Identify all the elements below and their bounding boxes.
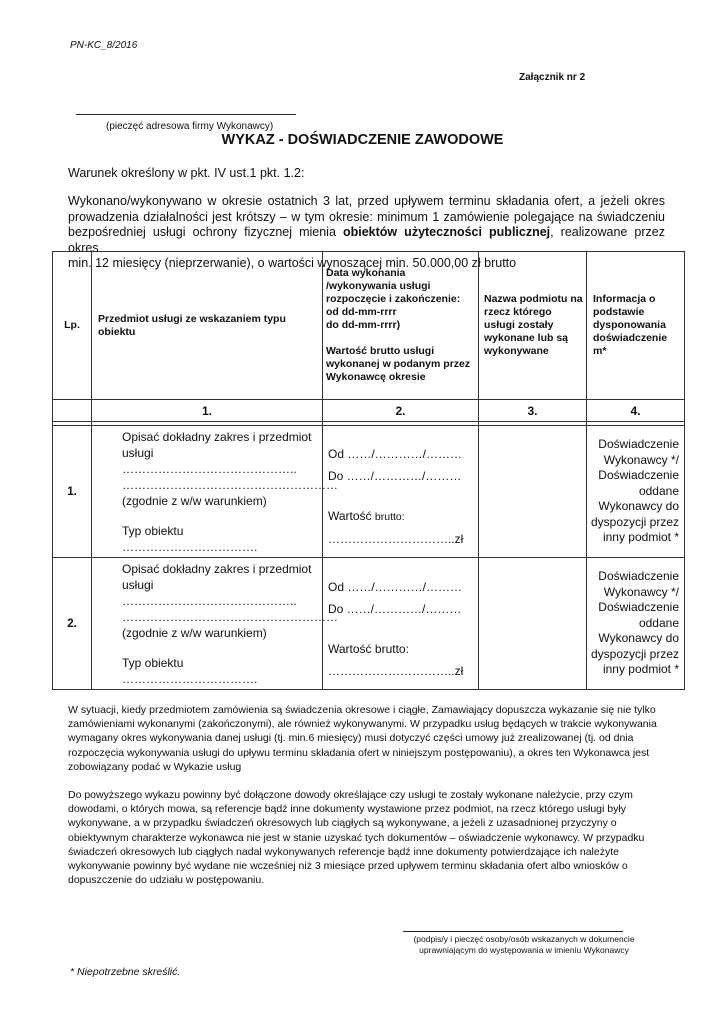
header-info: Informacja o podstawie dysponowania doświadczenie m* xyxy=(587,252,685,400)
intro-line: Wykonano/wykonywano w okresie ostatnich 3 lat, przed upływem terminu składania ofert, a jeżeli okres xyxy=(68,194,665,208)
document-id: PN-KC_8/2016 xyxy=(70,40,138,51)
stamp-line xyxy=(76,114,296,115)
table-row xyxy=(53,426,685,558)
condition-text: Warunek określony w pkt. IV ust.1 pkt. 1.2: xyxy=(68,166,305,180)
experience-table xyxy=(52,251,685,690)
header-entity: Nazwa podmiotu na rzecz którego usługi zostały wykonane lub są wykonywane xyxy=(479,252,587,400)
experience-basis-cell: Doświadczenie Wykonawcy */ Doświadczenie oddane Wykonawcy do dyspozycji przez inny podmiot * xyxy=(587,426,685,558)
column-numbers-row xyxy=(53,400,685,422)
intro-emphasis: obiektów użyteczności publicznej xyxy=(342,225,551,239)
stamp-label: (pieczęć adresowa firmy Wykonawcy) xyxy=(106,121,274,132)
subject-cell[interactable]: Opisać dokładny zakres i przedmiot usługi …………………………………….. ……………………………………………… (zgodnie z w/w warunkiem) Typ obiektu ……………………………. xyxy=(92,426,323,558)
experience-basis-cell: Doświadczenie Wykonawcy */ Doświadczenie oddane Wykonawcy do dyspozycji przez inny podmiot * xyxy=(587,558,685,690)
row-number: 2. xyxy=(53,558,92,690)
subject-cell[interactable]: Opisać dokładny zakres i przedmiot usługi …………………………………….. ……………………………………………… (zgodnie z w/w warunkiem) Typ obiektu ……………………………. xyxy=(92,558,323,690)
note-paragraph: Do powyższego wykazu powinny być dołączone dowody określające czy usługi te zostały wykonane należycie, przy czym dowodami, o których mowa, są referencje bądź inne dokumenty wystawione przez podmiot, na rzecz którego usługi były wykonywane, a w przypadku świadczeń okresowych lub ciągłych są wykonywane, a jeżeli z uzasadnionej przyczyny o obiektywnym charakterze wykonawca nie jest w stanie uzyskać tych dokumentów – oświadczenie wykonawcy. W przypadku świadczeń okresowych lub ciągłych nadal wykonywanych referencje bądź inne dokumenty potwierdzające ich należyte wykonywanie powinny być wydane nie wcześniej niż 3 miesiące przed upływem terminu składania ofert albo wniosków o dopuszczenie do udziału w postępowaniu. xyxy=(68,789,645,887)
intro-line: min. 12 miesięcy (nieprzerwanie), o wartości wynoszącej min. 50.000,00 zł brutto xyxy=(68,256,517,270)
attachment-label: Załącznik nr 2 xyxy=(519,72,586,83)
header-lp: Lp. xyxy=(53,252,92,400)
intro-line: bezpośredniej usługi ochrony fizycznej mienia obiektów użyteczności publicznej, realizowane przez okres xyxy=(68,225,665,255)
column-number: 4. xyxy=(587,400,685,422)
row-number: 1. xyxy=(53,426,92,558)
entity-cell[interactable] xyxy=(479,426,587,558)
column-number: 2. xyxy=(323,400,479,422)
footnote: * Niepotrzebne skreślić. xyxy=(70,966,181,978)
column-number: 3. xyxy=(479,400,587,422)
header-dates: Data wykonania /wykonywania usługi rozpoczęcie i zakończenie: od dd-mm-rrrr do dd-mm-rrrr) Wartość brutto usługi wykonanej w podanym przez Wykonawcę okresie xyxy=(323,252,479,400)
intro-line: prowadzenia działalności jest krótszy – w tym okresie: minimum 1 zamówienie polegające na świadczeniu xyxy=(68,209,665,224)
page-title: WYKAZ - DOŚWIADCZENIE ZAWODOWE xyxy=(221,132,504,148)
note-paragraph: W sytuacji, kiedy przedmiotem zamówienia są świadczenia okresowe i ciągłe, Zamawiający dopuszcza wykazanie się nie tylko zamówieniami wykonanymi (zakończonymi), ale również wykonywanymi. W przypadku usług będących w trakcie wykonywania wymagany okres wykonywania danej usługi (tj. min.6 miesięcy) musi dotyczyć części umowy już zrealizowanej (tj. od dnia rozpoczęcia wykonywania usługi do upływu terminu składania ofert w niniejszym postępowaniu), a okres ten Wykonawca jest zobowiązany podać w Wykazie usług xyxy=(68,704,657,773)
notes-section xyxy=(68,703,664,901)
dates-cell[interactable]: Od ……/…………/……… Do ……/…………/……… Wartość brutto: …………………………..zł xyxy=(323,426,479,558)
table-header-row xyxy=(53,252,685,400)
column-number: 1. xyxy=(92,400,323,422)
table-row xyxy=(53,558,685,690)
signature-label: (podpis/y i pieczęć osoby/osób wskazanych w dokumencie uprawniającym do występowania w imieniu Wykonawcy xyxy=(413,934,635,955)
header-subject: Przedmiot usługi ze wskazaniem typu obiektu xyxy=(92,252,323,400)
entity-cell[interactable] xyxy=(479,558,587,690)
dates-cell[interactable]: Od ……/…………/……… Do ……/…………/……… Wartość brutto: …………………………..zł xyxy=(323,558,479,690)
signature-line xyxy=(403,931,623,932)
